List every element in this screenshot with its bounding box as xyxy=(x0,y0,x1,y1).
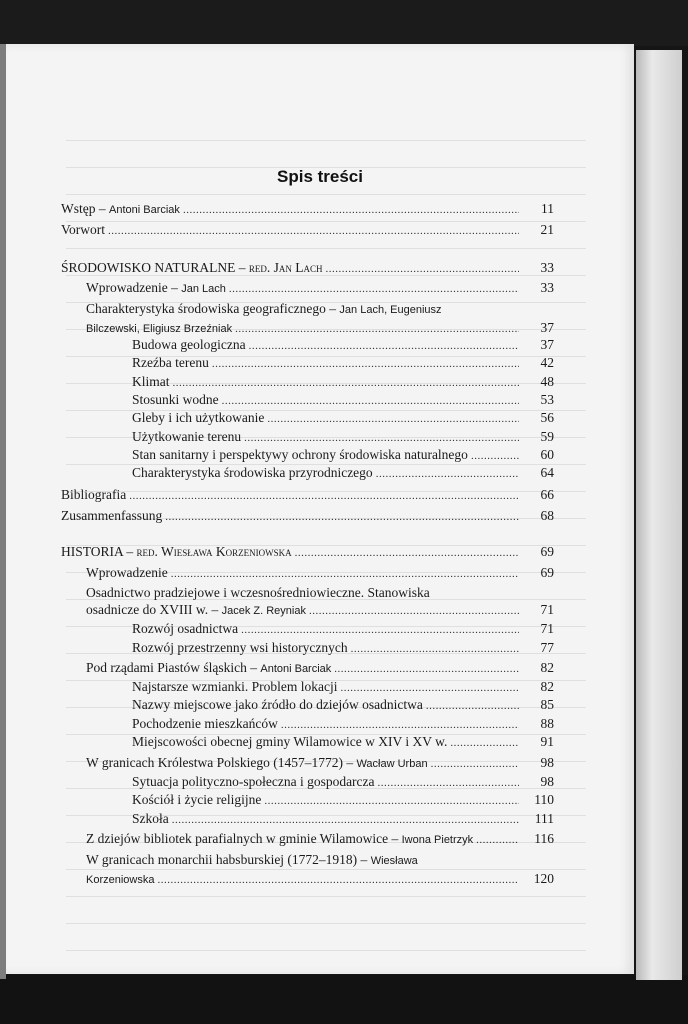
page-stack-edge xyxy=(636,50,682,980)
toc-page-number: 59 xyxy=(540,429,554,444)
dot-leader xyxy=(171,564,519,583)
toc-entry-title: Wprowadzenie – xyxy=(86,280,182,295)
toc-entry-title: W granicach Królestwa Polskiego (1457–1772) – xyxy=(86,755,357,770)
toc-page-number: 71 xyxy=(540,602,554,617)
dot-leader xyxy=(476,830,519,849)
toc-entry xyxy=(86,830,554,849)
toc-page-number: 33 xyxy=(540,260,554,275)
toc-entry xyxy=(132,696,554,715)
dot-leader xyxy=(264,791,519,810)
dot-leader xyxy=(340,678,519,697)
toc-page-number: 82 xyxy=(540,660,554,675)
dot-leader xyxy=(376,464,519,483)
toc-entry-title: Kościół i życie religijne xyxy=(132,792,262,807)
toc-page-number: 91 xyxy=(540,734,554,749)
toc-entry xyxy=(86,584,554,620)
toc-entry xyxy=(61,486,554,505)
toc-entry xyxy=(132,373,554,392)
toc-entry-title: Pochodzenie mieszkańców xyxy=(132,716,278,731)
dot-leader xyxy=(309,601,519,620)
toc-page-number: 42 xyxy=(540,355,554,370)
toc-page-number: 33 xyxy=(540,280,554,295)
toc-entry xyxy=(86,300,554,338)
toc-entry-title: Rozwój przestrzenny wsi historycznych xyxy=(132,640,348,655)
dot-leader xyxy=(183,200,519,219)
dot-leader xyxy=(326,259,519,278)
toc-entry xyxy=(132,678,554,697)
dot-leader xyxy=(431,754,519,773)
toc-page-number: 98 xyxy=(540,755,554,770)
dot-leader xyxy=(334,659,519,678)
toc-page-number: 69 xyxy=(540,544,554,559)
toc-entry-title: ŚRODOWISKO NATURALNE – xyxy=(61,260,249,275)
toc-entry-title: Rozwój osadnictwa xyxy=(132,621,239,636)
toc-page-number: 85 xyxy=(540,697,554,712)
toc-page-number: 111 xyxy=(534,811,554,826)
toc-entry-author: Antoni Barciak xyxy=(109,204,180,216)
toc-page-number: 82 xyxy=(540,679,554,694)
toc-entry xyxy=(86,659,554,678)
background-bottom xyxy=(0,975,688,1024)
toc-entry-author: Korzeniowska xyxy=(86,874,155,886)
toc-page-number: 66 xyxy=(540,487,554,502)
toc-entry xyxy=(132,715,554,734)
toc-entry-author: Wacław Urban xyxy=(356,758,428,770)
toc-entry xyxy=(61,259,554,278)
toc-entry-title: Bibliografia xyxy=(61,487,127,502)
toc-entry-title: Wstęp – xyxy=(61,201,109,216)
toc-entry xyxy=(132,810,554,829)
dot-leader xyxy=(108,221,519,240)
toc-entry xyxy=(61,543,554,562)
book-page xyxy=(6,44,634,974)
toc-page-number: 56 xyxy=(540,410,554,425)
toc-entry-title: Gleby i ich użytkowanie xyxy=(132,410,265,425)
dot-leader xyxy=(229,279,519,298)
toc-entry xyxy=(132,791,554,810)
toc-page-number: 77 xyxy=(540,640,554,655)
toc-entry-title: Charakterystyka środowiska geograficznego – xyxy=(86,301,340,316)
toc-page-number: 120 xyxy=(533,871,554,886)
dot-leader xyxy=(157,870,519,889)
toc-entry-title: W granicach monarchii habsburskiej (1772–1918) – xyxy=(86,852,371,867)
dot-leader xyxy=(244,428,519,447)
toc-page-number: 48 xyxy=(540,374,554,389)
toc-entry xyxy=(132,428,554,447)
toc-entry xyxy=(132,391,554,410)
toc-entry-author: Bilczewski, Eligiusz Brzeźniak xyxy=(86,323,233,335)
dot-leader xyxy=(351,639,519,658)
dot-leader xyxy=(471,446,519,465)
toc-page-number: 11 xyxy=(541,201,554,216)
toc-page-number: 37 xyxy=(540,337,554,352)
toc-entry xyxy=(61,200,554,219)
dot-leader xyxy=(129,486,519,505)
dot-leader xyxy=(212,354,519,373)
toc-entry-title: Stosunki wodne xyxy=(132,392,219,407)
toc-entry-author: red. Jan Lach xyxy=(248,260,323,275)
dot-leader xyxy=(450,733,519,752)
toc-entry-title: Klimat xyxy=(132,374,170,389)
toc-entry-title: HISTORIA – xyxy=(61,544,137,559)
dot-leader xyxy=(172,810,519,829)
toc-page-number: 88 xyxy=(540,716,554,731)
dot-leader xyxy=(165,507,519,526)
toc-entry-title: osadnicze do XVIII w. – xyxy=(86,602,222,617)
dot-leader xyxy=(295,543,519,562)
toc-entry-title: Nazwy miejscowe jako źródło do dziejów osadnictwa xyxy=(132,697,423,712)
toc-entry-title: Użytkowanie terenu xyxy=(132,429,242,444)
toc-entry xyxy=(86,279,554,298)
toc-entry xyxy=(86,851,554,889)
dot-leader xyxy=(267,409,519,428)
toc-page-number: 53 xyxy=(540,392,554,407)
toc-entry-author: Jan Lach xyxy=(181,283,226,295)
toc-entry xyxy=(61,221,554,240)
dot-leader xyxy=(249,336,519,355)
toc-entry-title: Wprowadzenie xyxy=(86,565,168,580)
toc-entry-title: Szkoła xyxy=(132,811,169,826)
toc-entry xyxy=(132,773,554,792)
toc-entry xyxy=(132,733,554,752)
toc-entry-title: Rzeźba terenu xyxy=(132,355,209,370)
toc-entry xyxy=(132,446,554,465)
toc-page-number: 116 xyxy=(534,831,554,846)
background-top xyxy=(0,0,688,46)
toc-entry xyxy=(132,409,554,428)
toc-entry xyxy=(61,507,554,526)
toc-entry-title: Zusammenfassung xyxy=(61,508,163,523)
dot-leader xyxy=(241,620,519,639)
toc-page-number: 68 xyxy=(540,508,554,523)
toc-page-number: 69 xyxy=(540,565,554,580)
toc-entry xyxy=(86,564,554,583)
toc-entry-title: Charakterystyka środowiska przyrodniczego xyxy=(132,465,373,480)
toc-entry-title: Pod rządami Piastów śląskich – xyxy=(86,660,261,675)
toc-entry xyxy=(86,754,554,773)
toc-entry xyxy=(132,620,554,639)
toc-entry-author: Wiesława xyxy=(370,855,418,867)
toc-page-number: 21 xyxy=(540,222,554,237)
toc-entry-title: Sytuacja polityczno-społeczna i gospodarcza xyxy=(132,774,375,789)
toc-entry-title: Budowa geologiczna xyxy=(132,337,246,352)
toc-entry-title: Osadnictwo pradziejowe i wczesnośredniowieczne. Stanowiska xyxy=(86,585,430,600)
toc-entry xyxy=(132,464,554,483)
toc-entry-title: Z dziejów bibliotek parafialnych w gminie Wilamowice – xyxy=(86,831,402,846)
toc-entry-title: Najstarsze wzmianki. Problem lokacji xyxy=(132,679,338,694)
dot-leader xyxy=(173,373,520,392)
toc-entry-title: Miejscowości obecnej gminy Wilamowice w XIV i XV w. xyxy=(132,734,448,749)
toc-entry-author: Jacek Z. Reyniak xyxy=(221,605,306,617)
dot-leader xyxy=(426,696,519,715)
dot-leader xyxy=(281,715,519,734)
toc-entry xyxy=(132,354,554,373)
toc-entry-title: Vorwort xyxy=(61,222,106,237)
toc-entry xyxy=(132,639,554,658)
toc-entry-author: Iwona Pietrzyk xyxy=(401,834,474,846)
toc-entry-title: Stan sanitarny i perspektywy ochrony środowiska naturalnego xyxy=(132,447,468,462)
page-title: Spis treści xyxy=(277,167,363,186)
dot-leader xyxy=(222,391,519,410)
toc-page-number: 37 xyxy=(540,320,554,335)
toc-page-number: 71 xyxy=(540,621,554,636)
toc-entry-author: Antoni Barciak xyxy=(260,663,332,675)
dot-leader xyxy=(378,773,519,792)
toc-entry-author: red. Wiesława Korzeniowska xyxy=(136,544,292,559)
toc-page-number: 60 xyxy=(540,447,554,462)
toc-page-number: 98 xyxy=(540,774,554,789)
toc-page-number: 64 xyxy=(540,465,554,480)
toc-entry xyxy=(132,336,554,355)
toc-entry-author: Jan Lach, Eugeniusz xyxy=(339,304,442,316)
toc-page-number: 110 xyxy=(534,792,554,807)
